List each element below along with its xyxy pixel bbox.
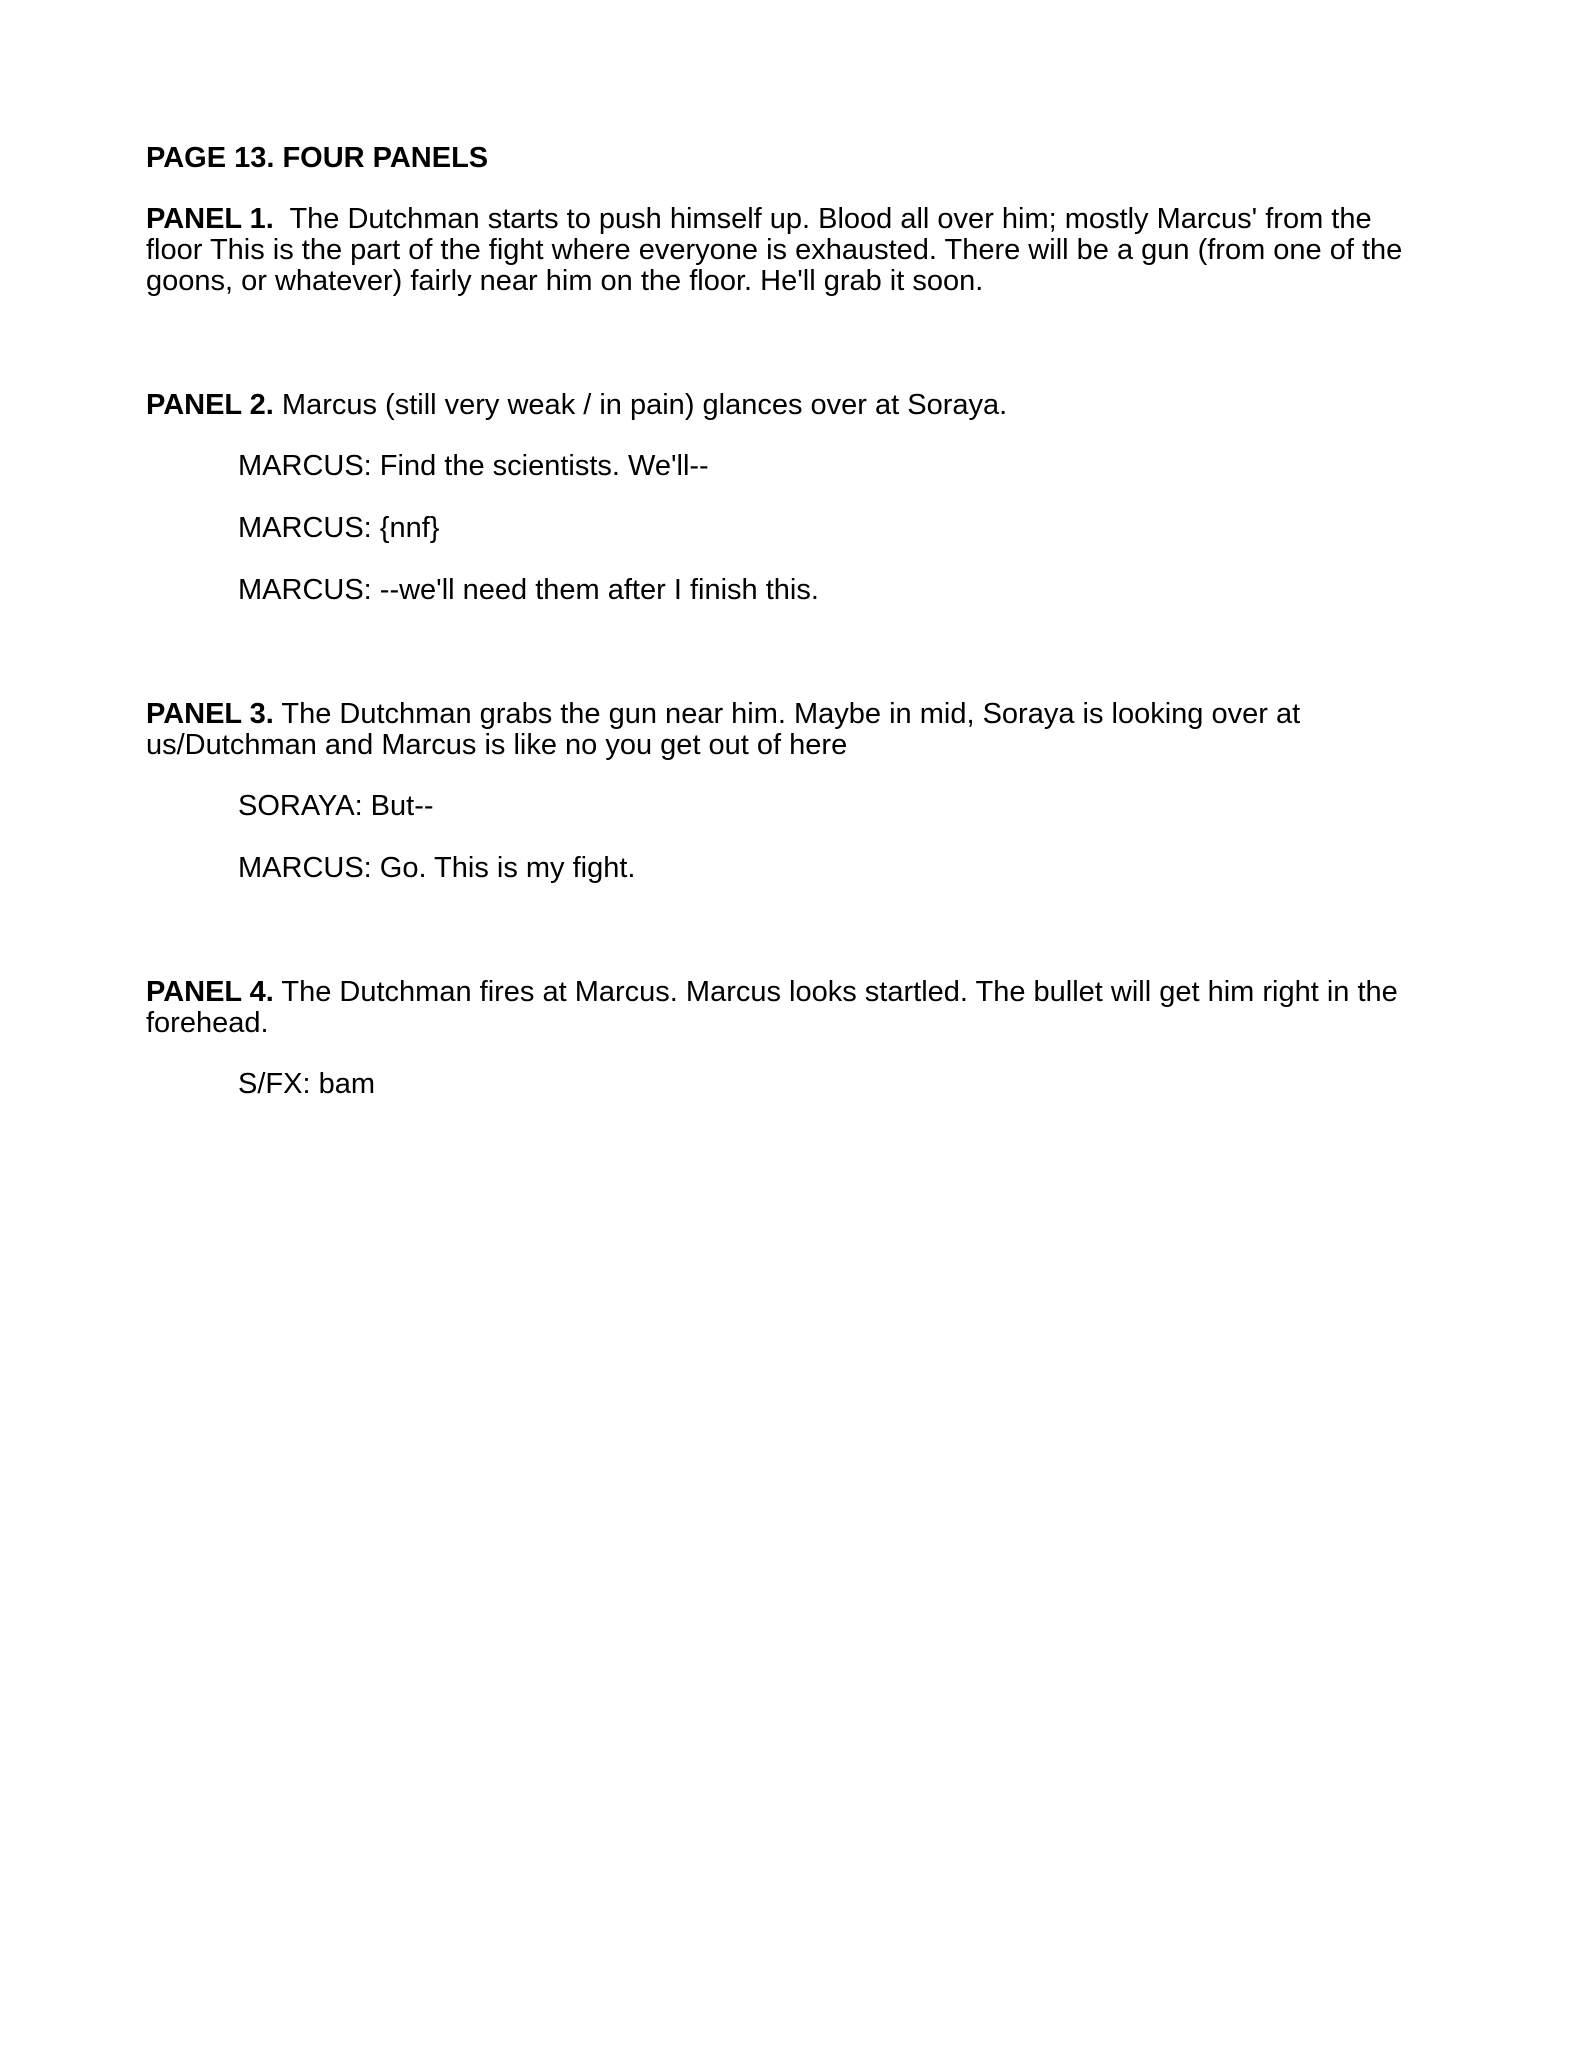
dialogue-line: MARCUS: Find the scientists. We'll-- — [238, 450, 709, 482]
panel-label: PANEL 3. — [146, 698, 274, 730]
panel-3 — [146, 699, 1436, 884]
panel-description — [146, 699, 1436, 761]
dialogue-line: MARCUS: Go. This is my fight. — [238, 852, 636, 884]
panel-1 — [146, 204, 1436, 297]
panel-label: PANEL 4. — [146, 976, 274, 1008]
panel-description-text: The Dutchman grabs the gun near him. Maybe in mid, Soraya is looking over at us/Dutchman and Marcus is like no you get out of here — [146, 698, 1309, 761]
panel-description-text: The Dutchman starts to push himself up. Blood all over him; mostly Marcus' from the floor This is the part of the fight where everyone is exhausted. There will be a gun (from one of the goons, or whatever) fairly near him on the floor. He'll grab it soon. — [146, 203, 1411, 297]
panel-description-text: The Dutchman fires at Marcus. Marcus looks startled. The bullet will get him right in the forehead. — [146, 976, 1406, 1039]
dialogue-line: SORAYA: But-- — [238, 790, 434, 822]
panel-label: PANEL 1. — [146, 203, 274, 235]
panel-2 — [146, 390, 1436, 606]
panel-label: PANEL 2. — [146, 389, 274, 421]
panel-4 — [146, 977, 1436, 1100]
panel-description-text: Marcus (still very weak / in pain) glances over at Soraya. — [273, 389, 1008, 421]
panel-description — [146, 204, 1436, 297]
panel-description — [146, 390, 1436, 421]
dialogue-line: MARCUS: {nnf} — [238, 512, 440, 544]
page-heading: PAGE 13. FOUR PANELS — [146, 142, 489, 174]
dialogue-line: MARCUS: --we'll need them after I finish this. — [238, 574, 819, 606]
dialogue-line: S/FX: bam — [238, 1068, 375, 1100]
panel-description — [146, 977, 1436, 1039]
